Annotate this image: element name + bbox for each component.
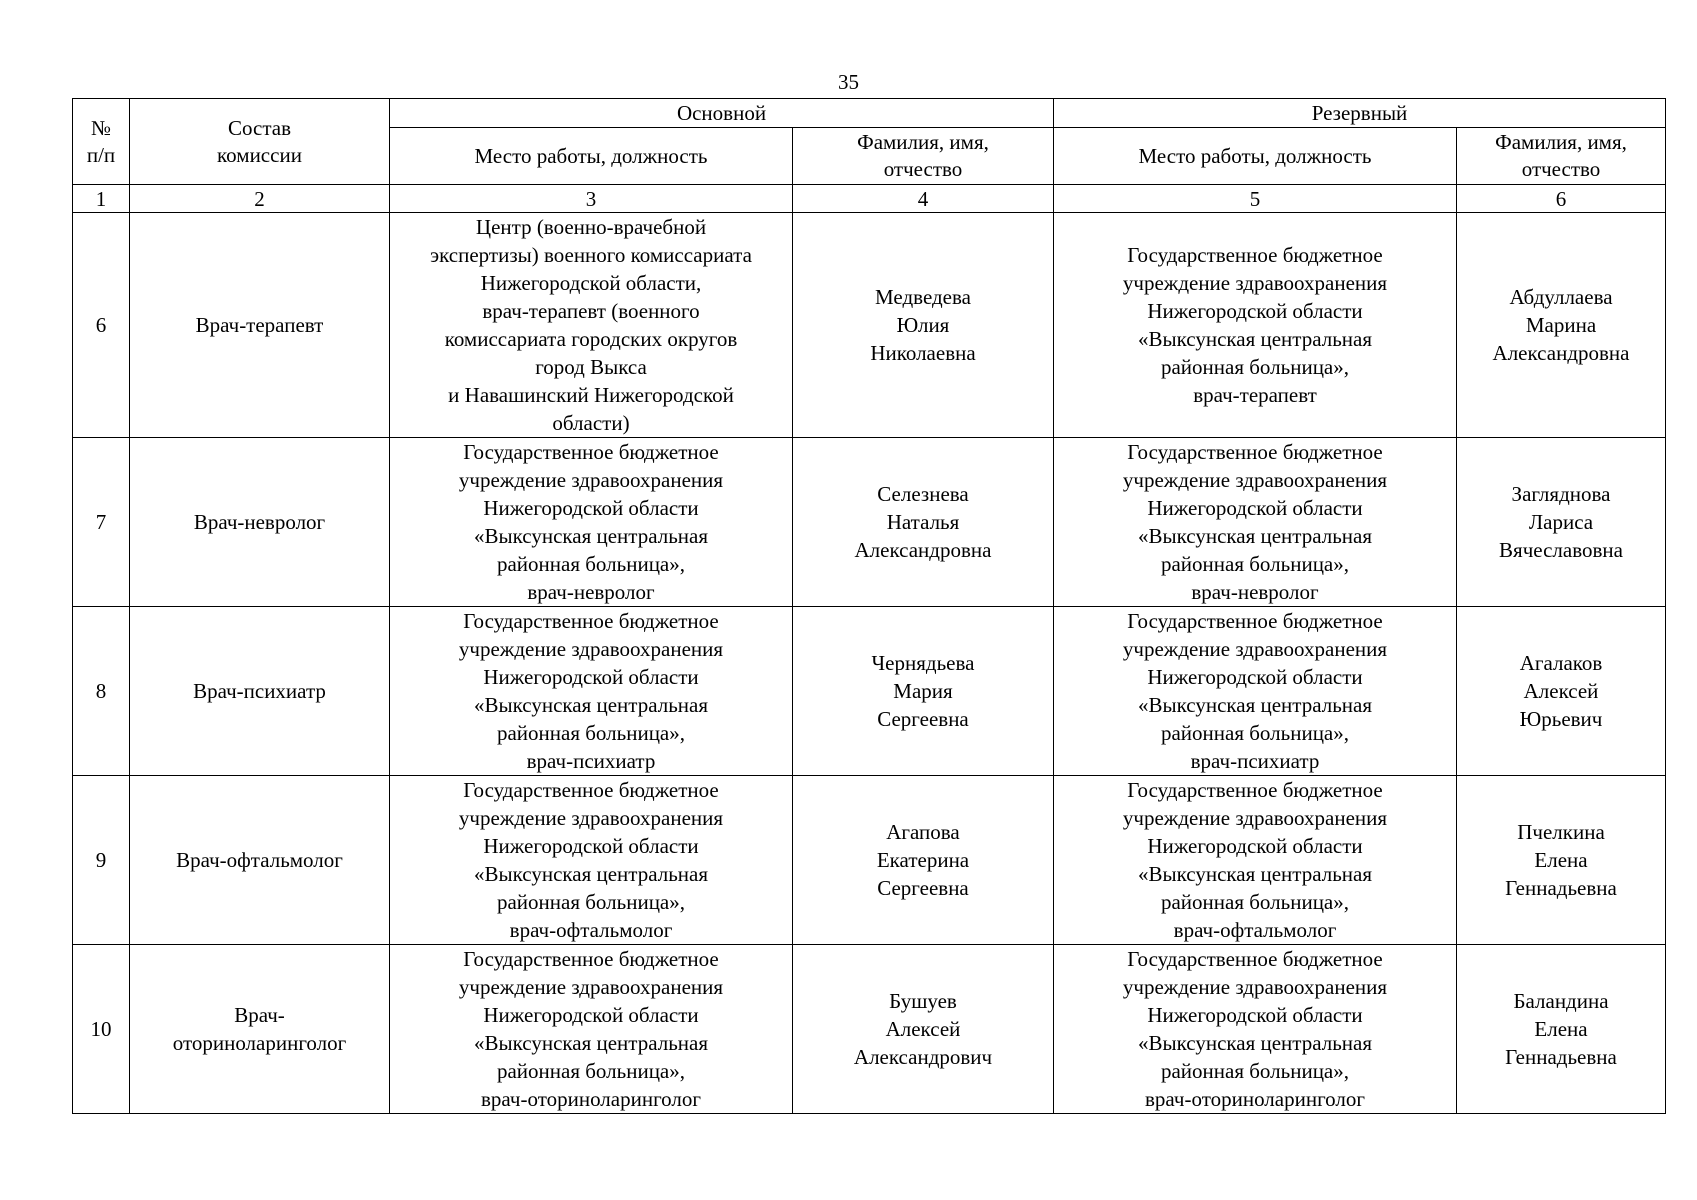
main-name-cell: Селезнева Наталья Александровна	[793, 438, 1054, 607]
header-reserve-name: Фамилия, имя, отчество	[1457, 128, 1666, 185]
reserve-name-cell: Агалаков Алексей Юрьевич	[1457, 607, 1666, 776]
reserve-name-cell: Пчелкина Елена Геннадьевна	[1457, 776, 1666, 945]
reserve-workplace-cell: Государственное бюджетное учреждение здравоохранения Нижегородской области «Выксунская центральная районная больница», врач-терапевт	[1054, 213, 1457, 438]
main-name-cell: Чернядьева Мария Сергеевна	[793, 607, 1054, 776]
main-workplace-cell: Центр (военно-врачебной экспертизы) военного комиссариата Нижегородской области, врач-терапевт (военного комиссариата городских округов город Выкса и Навашинский Нижегородской области)	[390, 213, 793, 438]
header-main-workplace: Место работы, должность	[390, 128, 793, 185]
column-number: 3	[390, 185, 793, 213]
column-number: 2	[130, 185, 390, 213]
main-name-cell: Агапова Екатерина Сергеевна	[793, 776, 1054, 945]
table-row	[73, 438, 1666, 607]
row-number: 8	[73, 607, 130, 776]
table-header	[73, 99, 1666, 185]
main-name-cell: Медведева Юлия Николаевна	[793, 213, 1054, 438]
reserve-name-cell: Абдуллаева Марина Александровна	[1457, 213, 1666, 438]
main-name-cell: Бушуев Алексей Александрович	[793, 945, 1054, 1114]
column-number: 4	[793, 185, 1054, 213]
header-composition: Состав комиссии	[130, 99, 390, 185]
row-number: 10	[73, 945, 130, 1114]
reserve-name-cell: Баландина Елена Геннадьевна	[1457, 945, 1666, 1114]
row-number: 6	[73, 213, 130, 438]
column-numbers-row	[73, 185, 1666, 213]
composition-cell: Врач-офтальмолог	[130, 776, 390, 945]
column-number: 6	[1457, 185, 1666, 213]
header-main-group: Основной	[390, 99, 1054, 128]
main-workplace-cell: Государственное бюджетное учреждение здравоохранения Нижегородской области «Выксунская центральная районная больница», врач-невролог	[390, 438, 793, 607]
column-number: 5	[1054, 185, 1457, 213]
commission-table	[72, 98, 1666, 1114]
reserve-workplace-cell: Государственное бюджетное учреждение здравоохранения Нижегородской области «Выксунская центральная районная больница», врач-невролог	[1054, 438, 1457, 607]
table-row	[73, 945, 1666, 1114]
main-workplace-cell: Государственное бюджетное учреждение здравоохранения Нижегородской области «Выксунская центральная районная больница», врач-офтальмолог	[390, 776, 793, 945]
reserve-workplace-cell: Государственное бюджетное учреждение здравоохранения Нижегородской области «Выксунская центральная районная больница», врач-оториноларинголог	[1054, 945, 1457, 1114]
reserve-name-cell: Загляднова Лариса Вячеславовна	[1457, 438, 1666, 607]
composition-cell: Врач-невролог	[130, 438, 390, 607]
table-row	[73, 776, 1666, 945]
composition-cell: Врач- оториноларинголог	[130, 945, 390, 1114]
header-main-name: Фамилия, имя, отчество	[793, 128, 1054, 185]
main-workplace-cell: Государственное бюджетное учреждение здравоохранения Нижегородской области «Выксунская центральная районная больница», врач-психиатр	[390, 607, 793, 776]
table-row	[73, 607, 1666, 776]
table-row	[73, 213, 1666, 438]
row-number: 7	[73, 438, 130, 607]
page-number: 35	[838, 70, 859, 94]
table-body	[73, 185, 1666, 1114]
reserve-workplace-cell: Государственное бюджетное учреждение здравоохранения Нижегородской области «Выксунская центральная районная больница», врач-психиатр	[1054, 607, 1457, 776]
header-reserve-workplace: Место работы, должность	[1054, 128, 1457, 185]
composition-cell: Врач-психиатр	[130, 607, 390, 776]
composition-cell: Врач-терапевт	[130, 213, 390, 438]
column-number: 1	[73, 185, 130, 213]
main-workplace-cell: Государственное бюджетное учреждение здравоохранения Нижегородской области «Выксунская центральная районная больница», врач-оториноларинголог	[390, 945, 793, 1114]
row-number: 9	[73, 776, 130, 945]
reserve-workplace-cell: Государственное бюджетное учреждение здравоохранения Нижегородской области «Выксунская центральная районная больница», врач-офтальмолог	[1054, 776, 1457, 945]
header-num: № п/п	[73, 99, 130, 185]
header-reserve-group: Резервный	[1054, 99, 1666, 128]
